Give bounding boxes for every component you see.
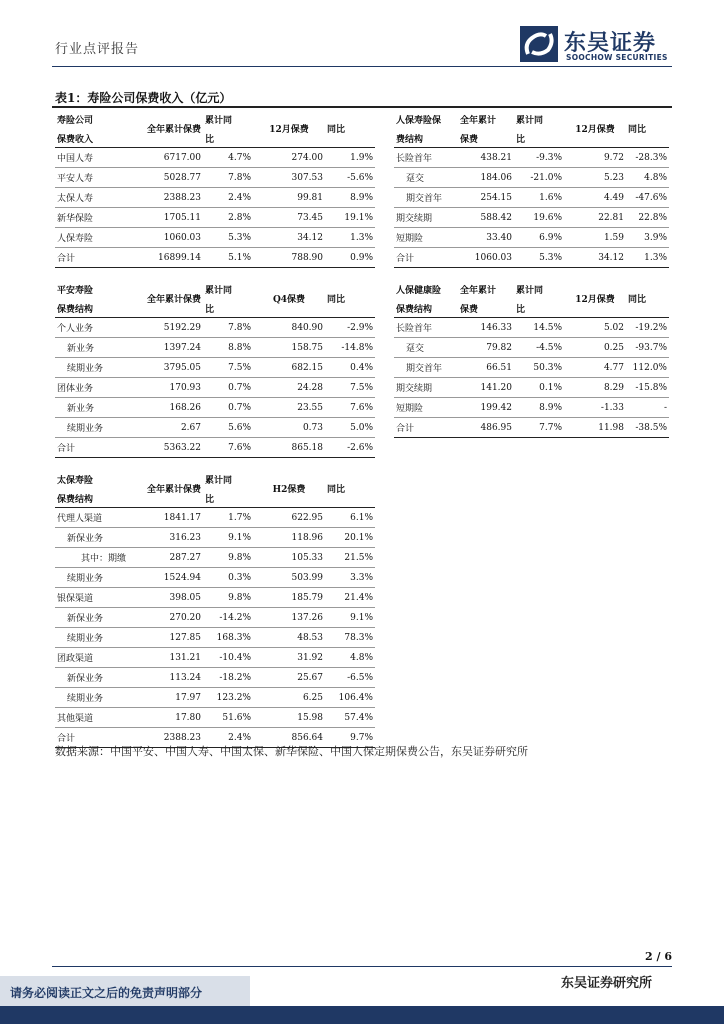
value-cell: -28.3%	[626, 148, 669, 168]
value-cell: -47.6%	[626, 188, 669, 208]
row-label: 其中：期缴	[55, 548, 117, 568]
row-label: 银保渠道	[55, 588, 117, 608]
page-number: 2 / 6	[645, 950, 672, 963]
header-cell: 同比	[628, 295, 647, 305]
soochow-logo-icon	[520, 26, 558, 62]
header-cell: 比	[205, 494, 215, 505]
value-cell: 1060.03	[117, 228, 203, 248]
value-cell: 588.42	[458, 208, 514, 228]
table-row	[55, 208, 375, 228]
value-cell: 7.8%	[203, 318, 253, 338]
row-label: 新保业务	[55, 668, 117, 688]
row-label: 续期业务	[55, 628, 117, 648]
header-cell: 全年累计保费	[146, 125, 201, 135]
table-row	[55, 318, 375, 338]
table-row	[55, 528, 375, 548]
value-cell: 48.53	[253, 628, 325, 648]
header-cell: 比	[516, 304, 526, 315]
value-cell: 24.28	[253, 378, 325, 398]
value-cell: 11.98	[564, 418, 626, 438]
value-cell: 33.40	[458, 228, 514, 248]
value-cell: 137.26	[253, 608, 325, 628]
value-cell: 1397.24	[117, 338, 203, 358]
header-cell: 保费结构	[396, 304, 433, 315]
value-cell: 8.29	[564, 378, 626, 398]
value-cell: 17.97	[117, 688, 203, 708]
row-label: 续期业务	[55, 568, 117, 588]
value-cell: 1705.11	[117, 208, 203, 228]
logo-chinese-name: 东吴证券	[564, 31, 657, 56]
table-row	[394, 398, 669, 418]
header-cell: 累计同	[516, 286, 544, 296]
value-cell: 5.23	[564, 168, 626, 188]
value-cell: 0.73	[253, 418, 325, 438]
header-cell: 12月保费	[575, 295, 615, 305]
value-cell: 7.5%	[203, 358, 253, 378]
value-cell: 9.8%	[203, 588, 253, 608]
disclaimer-banner	[0, 976, 250, 1006]
header-cell: 保费结构	[57, 304, 94, 315]
table-row	[394, 418, 669, 438]
value-cell: 622.95	[253, 508, 325, 528]
value-cell: 57.4%	[325, 708, 375, 728]
value-cell: -2.9%	[325, 318, 375, 338]
value-cell: 788.90	[253, 248, 325, 268]
value-cell: 78.3%	[325, 628, 375, 648]
value-cell: 73.45	[253, 208, 325, 228]
table-row	[55, 668, 375, 688]
value-cell: 9.7%	[325, 728, 375, 748]
value-cell: -14.2%	[203, 608, 253, 628]
row-label: 合计	[55, 438, 117, 458]
logo-english-name: SOOCHOW SECURITIES	[566, 53, 668, 62]
value-cell: 1.6%	[514, 188, 564, 208]
value-cell: 2.4%	[203, 728, 253, 748]
value-cell: 5.6%	[203, 418, 253, 438]
value-cell: 22.81	[564, 208, 626, 228]
table-title: 表1：寿险公司保费收入（亿元）	[55, 91, 232, 105]
value-cell: -14.8%	[325, 338, 375, 358]
table-row	[55, 378, 375, 398]
table-life-insurers	[55, 110, 375, 268]
row-label: 期交首年	[394, 188, 458, 208]
row-label: 个人业务	[55, 318, 117, 338]
value-cell: 1.59	[564, 228, 626, 248]
value-cell: 5.3%	[514, 248, 564, 268]
value-cell: 9.8%	[203, 548, 253, 568]
value-cell: 316.23	[117, 528, 203, 548]
row-label: 短期险	[394, 398, 458, 418]
header-cell: 保费	[460, 304, 479, 315]
header-cell: 太保寿险	[57, 476, 94, 486]
header-cell: 同比	[327, 485, 346, 495]
row-label: 代理人渠道	[55, 508, 117, 528]
header-cell: 比	[516, 134, 526, 145]
table-pingan-life	[55, 280, 375, 458]
value-cell: 131.21	[117, 648, 203, 668]
value-cell: 1841.17	[117, 508, 203, 528]
table-row	[394, 148, 669, 168]
table-row	[55, 588, 375, 608]
value-cell: 486.95	[458, 418, 514, 438]
value-cell: 127.85	[117, 628, 203, 648]
value-cell: 51.6%	[203, 708, 253, 728]
value-cell: 118.96	[253, 528, 325, 548]
data-source-note: 数据来源：中国平安、中国人寿、中国太保、新华保险、中国人保定期保费公告，东吴证券研究所	[55, 745, 528, 758]
value-cell: 31.92	[253, 648, 325, 668]
value-cell: 16899.14	[117, 248, 203, 268]
header-cell: H2保费	[272, 485, 306, 495]
value-cell: -1.33	[564, 398, 626, 418]
value-cell: 9.1%	[325, 608, 375, 628]
value-cell: 1060.03	[458, 248, 514, 268]
table-row	[394, 248, 669, 268]
value-cell: 0.1%	[514, 378, 564, 398]
value-cell: 105.33	[253, 548, 325, 568]
header-cell: 寿险公司	[57, 116, 94, 126]
table-row	[55, 358, 375, 378]
value-cell: 2388.23	[117, 728, 203, 748]
value-cell: -19.2%	[626, 318, 669, 338]
value-cell: -93.7%	[626, 338, 669, 358]
table-row	[394, 168, 669, 188]
value-cell: 4.7%	[203, 148, 253, 168]
value-cell: 123.2%	[203, 688, 253, 708]
title-divider	[52, 106, 672, 108]
row-label: 新业务	[55, 338, 117, 358]
table-row	[55, 648, 375, 668]
value-cell: 22.8%	[626, 208, 669, 228]
value-cell: 15.98	[253, 708, 325, 728]
table-row	[55, 168, 375, 188]
value-cell: 184.06	[458, 168, 514, 188]
value-cell: 4.8%	[325, 648, 375, 668]
row-label: 期交续期	[394, 378, 458, 398]
value-cell: 0.3%	[203, 568, 253, 588]
value-cell: 170.93	[117, 378, 203, 398]
value-cell: 274.00	[253, 148, 325, 168]
value-cell: 113.24	[117, 668, 203, 688]
row-label: 长险首年	[394, 148, 458, 168]
header-cell: 12月保费	[575, 125, 615, 135]
header-cell: 保费收入	[57, 134, 94, 145]
value-cell: -6.5%	[325, 668, 375, 688]
footer-divider	[52, 966, 672, 967]
value-cell: 3.9%	[626, 228, 669, 248]
value-cell: 0.7%	[203, 378, 253, 398]
table-row	[55, 548, 375, 568]
value-cell: 0.4%	[325, 358, 375, 378]
table-picc-life	[394, 110, 669, 268]
row-label: 期交续期	[394, 208, 458, 228]
value-cell: 146.33	[458, 318, 514, 338]
value-cell: 106.4%	[325, 688, 375, 708]
value-cell: 287.27	[117, 548, 203, 568]
value-cell: 398.05	[117, 588, 203, 608]
value-cell: 438.21	[458, 148, 514, 168]
value-cell: 5.1%	[203, 248, 253, 268]
value-cell: -10.4%	[203, 648, 253, 668]
value-cell: 2388.23	[117, 188, 203, 208]
value-cell: 8.8%	[203, 338, 253, 358]
table-row	[394, 188, 669, 208]
value-cell: 1.9%	[325, 148, 375, 168]
value-cell: 2.8%	[203, 208, 253, 228]
value-cell: 2.67	[117, 418, 203, 438]
value-cell: 112.0%	[626, 358, 669, 378]
value-cell: -5.6%	[325, 168, 375, 188]
header-cell: 累计同	[516, 116, 544, 126]
row-label: 合计	[55, 248, 117, 268]
row-label: 新华保险	[55, 208, 117, 228]
footer-institute: 东吴证券研究所	[561, 976, 653, 991]
table-row	[55, 188, 375, 208]
value-cell: 7.7%	[514, 418, 564, 438]
value-cell: 6717.00	[117, 148, 203, 168]
header-cell: 12月保费	[269, 125, 309, 135]
row-label: 合计	[394, 248, 458, 268]
value-cell: 6.9%	[514, 228, 564, 248]
value-cell: 840.90	[253, 318, 325, 338]
value-cell: 17.80	[117, 708, 203, 728]
header-cell: 平安寿险	[57, 286, 94, 296]
value-cell: 3795.05	[117, 358, 203, 378]
value-cell: 0.25	[564, 338, 626, 358]
value-cell: 7.8%	[203, 168, 253, 188]
value-cell: 270.20	[117, 608, 203, 628]
value-cell: 307.53	[253, 168, 325, 188]
value-cell: -15.8%	[626, 378, 669, 398]
header-cell: 全年累计保费	[146, 295, 201, 305]
header-cell: 同比	[327, 125, 346, 135]
value-cell: 21.4%	[325, 588, 375, 608]
value-cell: 185.79	[253, 588, 325, 608]
header-cell: 全年累计	[460, 286, 497, 296]
row-label: 新保业务	[55, 528, 117, 548]
value-cell: 3.3%	[325, 568, 375, 588]
table-row	[55, 508, 375, 528]
value-cell: 50.3%	[514, 358, 564, 378]
row-label: 团政渠道	[55, 648, 117, 668]
value-cell: 7.6%	[325, 398, 375, 418]
header-cell: 全年累计	[460, 116, 497, 126]
value-cell: 5363.22	[117, 438, 203, 458]
value-cell: 865.18	[253, 438, 325, 458]
table-row	[55, 688, 375, 708]
table-row	[55, 628, 375, 648]
header-cell: 比	[205, 304, 215, 315]
table-row	[55, 568, 375, 588]
row-label: 中国人寿	[55, 148, 117, 168]
table-cpic-life	[55, 470, 375, 748]
row-label: 续期业务	[55, 418, 117, 438]
table-picc-health	[394, 280, 669, 438]
report-type-label: 行业点评报告	[55, 42, 140, 57]
value-cell: 20.1%	[325, 528, 375, 548]
value-cell: -2.6%	[325, 438, 375, 458]
header-cell: 费结构	[396, 134, 424, 145]
header-cell: 累计同	[205, 116, 233, 126]
table-row	[394, 318, 669, 338]
value-cell: -	[626, 398, 669, 418]
value-cell: 34.12	[253, 228, 325, 248]
header-cell: 同比	[628, 125, 647, 135]
value-cell: 168.3%	[203, 628, 253, 648]
header-cell: 保费	[460, 134, 479, 145]
header-cell: Q4保费	[272, 295, 306, 305]
value-cell: 5.3%	[203, 228, 253, 248]
value-cell: 19.1%	[325, 208, 375, 228]
value-cell: 5192.29	[117, 318, 203, 338]
value-cell: 199.42	[458, 398, 514, 418]
value-cell: 1.7%	[203, 508, 253, 528]
header-cell: 累计同	[205, 476, 233, 486]
value-cell: 79.82	[458, 338, 514, 358]
header-cell: 比	[205, 134, 215, 145]
table-row	[55, 418, 375, 438]
value-cell: 99.81	[253, 188, 325, 208]
value-cell: 168.26	[117, 398, 203, 418]
row-label: 新保业务	[55, 608, 117, 628]
value-cell: 8.9%	[514, 398, 564, 418]
row-label: 新业务	[55, 398, 117, 418]
value-cell: 4.49	[564, 188, 626, 208]
row-label: 合计	[394, 418, 458, 438]
value-cell: 66.51	[458, 358, 514, 378]
header-divider	[52, 66, 672, 67]
value-cell: 7.5%	[325, 378, 375, 398]
value-cell: 19.6%	[514, 208, 564, 228]
value-cell: -9.3%	[514, 148, 564, 168]
value-cell: 5028.77	[117, 168, 203, 188]
value-cell: 1524.94	[117, 568, 203, 588]
value-cell: 9.1%	[203, 528, 253, 548]
value-cell: 4.8%	[626, 168, 669, 188]
value-cell: 682.15	[253, 358, 325, 378]
value-cell: 0.9%	[325, 248, 375, 268]
row-label: 平安人寿	[55, 168, 117, 188]
value-cell: -38.5%	[626, 418, 669, 438]
value-cell: 6.1%	[325, 508, 375, 528]
row-label: 续期业务	[55, 358, 117, 378]
row-label: 合计	[55, 728, 117, 748]
value-cell: 141.20	[458, 378, 514, 398]
value-cell: 1.3%	[626, 248, 669, 268]
header-cell: 人保健康险	[396, 286, 442, 296]
row-label: 续期业务	[55, 688, 117, 708]
disclaimer-text: 请务必阅读正文之后的免责声明部分	[10, 986, 203, 1000]
value-cell: 856.64	[253, 728, 325, 748]
row-label: 趸交	[394, 338, 458, 358]
table-row	[55, 248, 375, 268]
table-row	[55, 438, 375, 458]
row-label: 趸交	[394, 168, 458, 188]
value-cell: 254.15	[458, 188, 514, 208]
row-label: 其他渠道	[55, 708, 117, 728]
table-row	[55, 148, 375, 168]
value-cell: 6.25	[253, 688, 325, 708]
value-cell: 158.75	[253, 338, 325, 358]
row-label: 团体业务	[55, 378, 117, 398]
table-row	[55, 228, 375, 248]
value-cell: 23.55	[253, 398, 325, 418]
header-cell: 人保寿险保	[396, 116, 442, 126]
value-cell: 1.3%	[325, 228, 375, 248]
value-cell: 0.7%	[203, 398, 253, 418]
table-row	[55, 708, 375, 728]
value-cell: -4.5%	[514, 338, 564, 358]
value-cell: 5.0%	[325, 418, 375, 438]
table-row	[394, 338, 669, 358]
row-label: 期交首年	[394, 358, 458, 378]
table-row	[394, 378, 669, 398]
value-cell: 21.5%	[325, 548, 375, 568]
table-row	[55, 338, 375, 358]
header-cell: 全年累计保费	[146, 485, 201, 495]
value-cell: 7.6%	[203, 438, 253, 458]
header-cell: 累计同	[205, 286, 233, 296]
header-cell: 保费结构	[57, 494, 94, 505]
value-cell: 34.12	[564, 248, 626, 268]
table-row	[55, 608, 375, 628]
row-label: 人保寿险	[55, 228, 117, 248]
table-row	[55, 398, 375, 418]
row-label: 短期险	[394, 228, 458, 248]
value-cell: 9.72	[564, 148, 626, 168]
row-label: 太保人寿	[55, 188, 117, 208]
table-row	[394, 358, 669, 378]
value-cell: 503.99	[253, 568, 325, 588]
value-cell: 8.9%	[325, 188, 375, 208]
value-cell: 2.4%	[203, 188, 253, 208]
header-cell: 同比	[327, 295, 346, 305]
table-row	[394, 228, 669, 248]
value-cell: 5.02	[564, 318, 626, 338]
value-cell: -18.2%	[203, 668, 253, 688]
value-cell: -21.0%	[514, 168, 564, 188]
value-cell: 25.67	[253, 668, 325, 688]
soochow-logo	[520, 24, 670, 64]
value-cell: 4.77	[564, 358, 626, 378]
bottom-bar	[0, 1006, 724, 1024]
table-row	[394, 208, 669, 228]
value-cell: 14.5%	[514, 318, 564, 338]
row-label: 长险首年	[394, 318, 458, 338]
